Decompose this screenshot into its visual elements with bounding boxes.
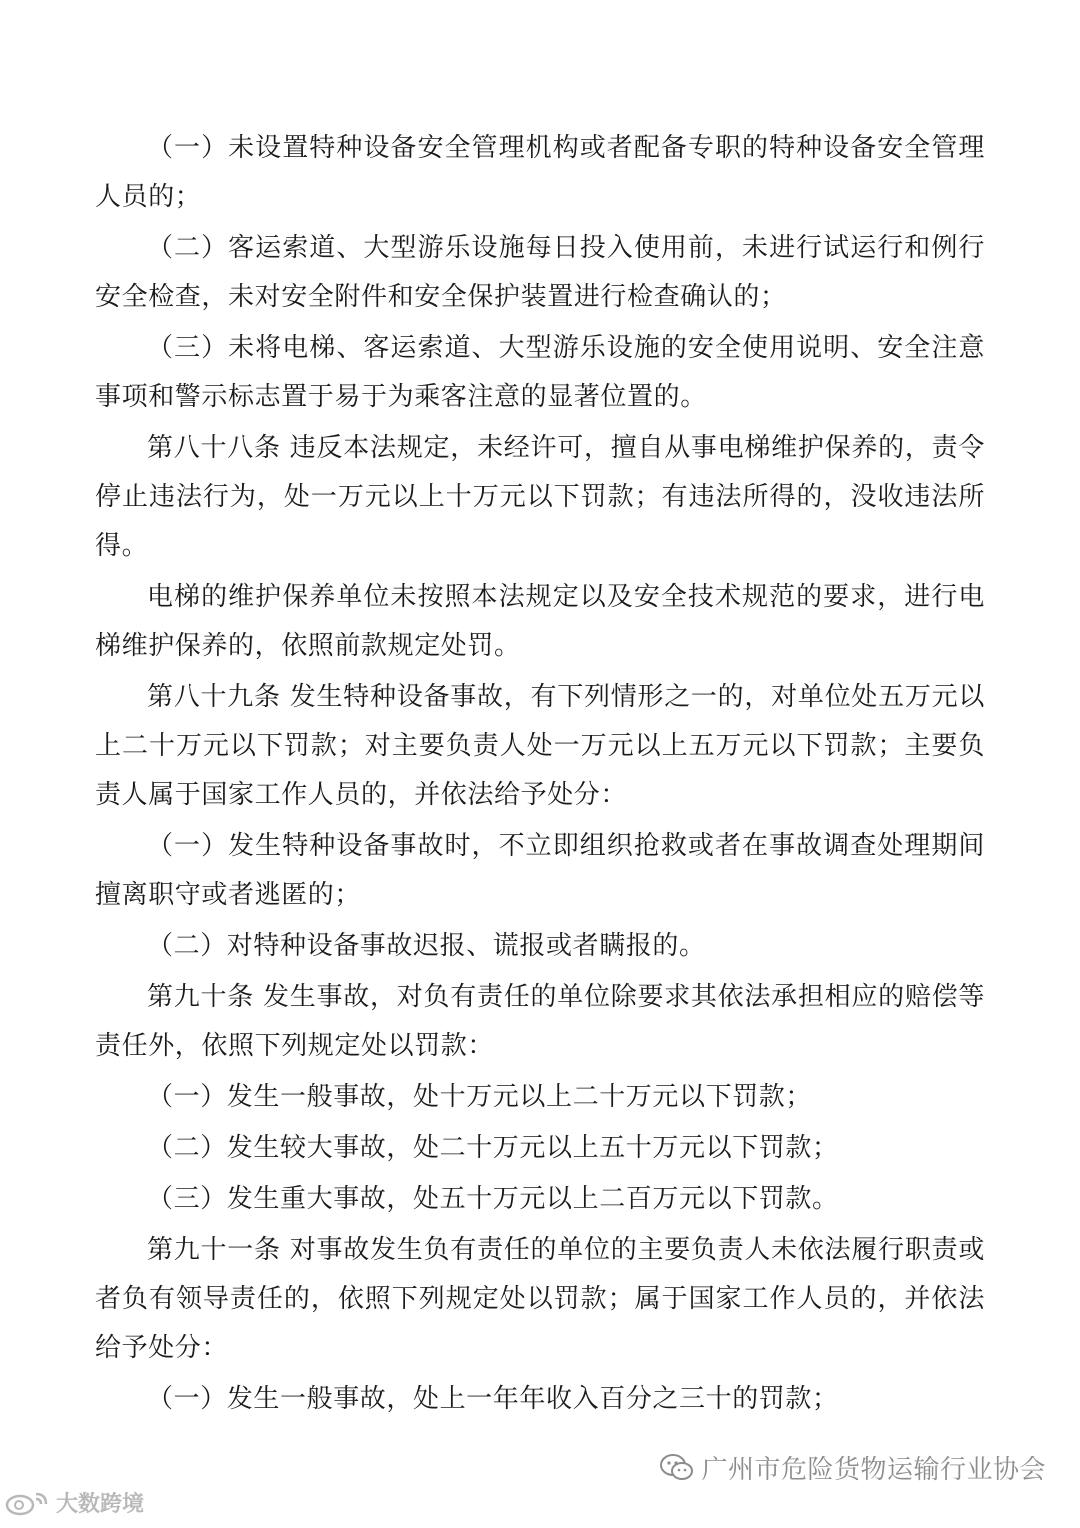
- paragraph: 第九十一条 对事故发生负有责任的单位的主要负责人未依法履行职责或者负有领导责任的，依照下列规定处以罚款；属于国家工作人员的，并依法给予处分：: [95, 1235, 985, 1363]
- paragraph: （三）未将电梯、客运索道、大型游乐设施的安全使用说明、安全注意事项和警示标志置于易于为乘客注意的显著位置的。: [95, 333, 985, 412]
- paragraph: 电梯的维护保养单位未按照本法规定以及安全技术规范的要求，进行电梯维护保养的，依照前款规定处罚。: [95, 582, 985, 661]
- paragraph: （三）发生重大事故，处五十万元以上二百万元以下罚款。: [147, 1184, 839, 1214]
- document-body: [95, 124, 985, 1426]
- paragraph: （二）发生较大事故，处二十万元以上五十万元以下罚款；: [147, 1133, 839, 1163]
- publisher-watermark: [659, 1449, 1046, 1486]
- paragraph: （一）发生特种设备事故时，不立即组织抢救或者在事故调查处理期间擅离职守或者逃匿的；: [95, 831, 985, 910]
- publisher-name: 广州市危险货物运输行业协会: [701, 1455, 1046, 1485]
- source-name: 大数跨境: [56, 1492, 145, 1517]
- source-watermark: [4, 1487, 144, 1518]
- wechat-icon: [659, 1453, 695, 1483]
- paragraph: （一）发生一般事故，处上一年年收入百分之三十的罚款；: [147, 1384, 839, 1414]
- paragraph: （二）客运索道、大型游乐设施每日投入使用前，未进行试运行和例行安全检查，未对安全附件和安全保护装置进行检查确认的；: [95, 233, 985, 312]
- paragraph: （一）发生一般事故，处十万元以上二十万元以下罚款；: [147, 1082, 813, 1112]
- paragraph: 第八十八条 违反本法规定，未经许可，擅自从事电梯维护保养的，责令停止违法行为，处一万元以上十万元以下罚款；有违法所得的，没收违法所得。: [95, 433, 985, 561]
- paragraph: （二）对特种设备事故迟报、谎报或者瞒报的。: [147, 931, 706, 961]
- paragraph: （一）未设置特种设备安全管理机构或者配备专职的特种设备安全管理人员的；: [95, 133, 985, 212]
- paragraph: 第八十九条 发生特种设备事故，有下列情形之一的，对单位处五万元以上二十万元以下罚款；对主要负责人处一万元以上五万元以下罚款；主要负责人属于国家工作人员的，并依法给予处分：: [95, 682, 985, 810]
- weibo-icon: [4, 1490, 52, 1516]
- paragraph: 第九十条 发生事故，对负有责任的单位除要求其依法承担相应的赔偿等责任外，依照下列规定处以罚款：: [95, 982, 985, 1061]
